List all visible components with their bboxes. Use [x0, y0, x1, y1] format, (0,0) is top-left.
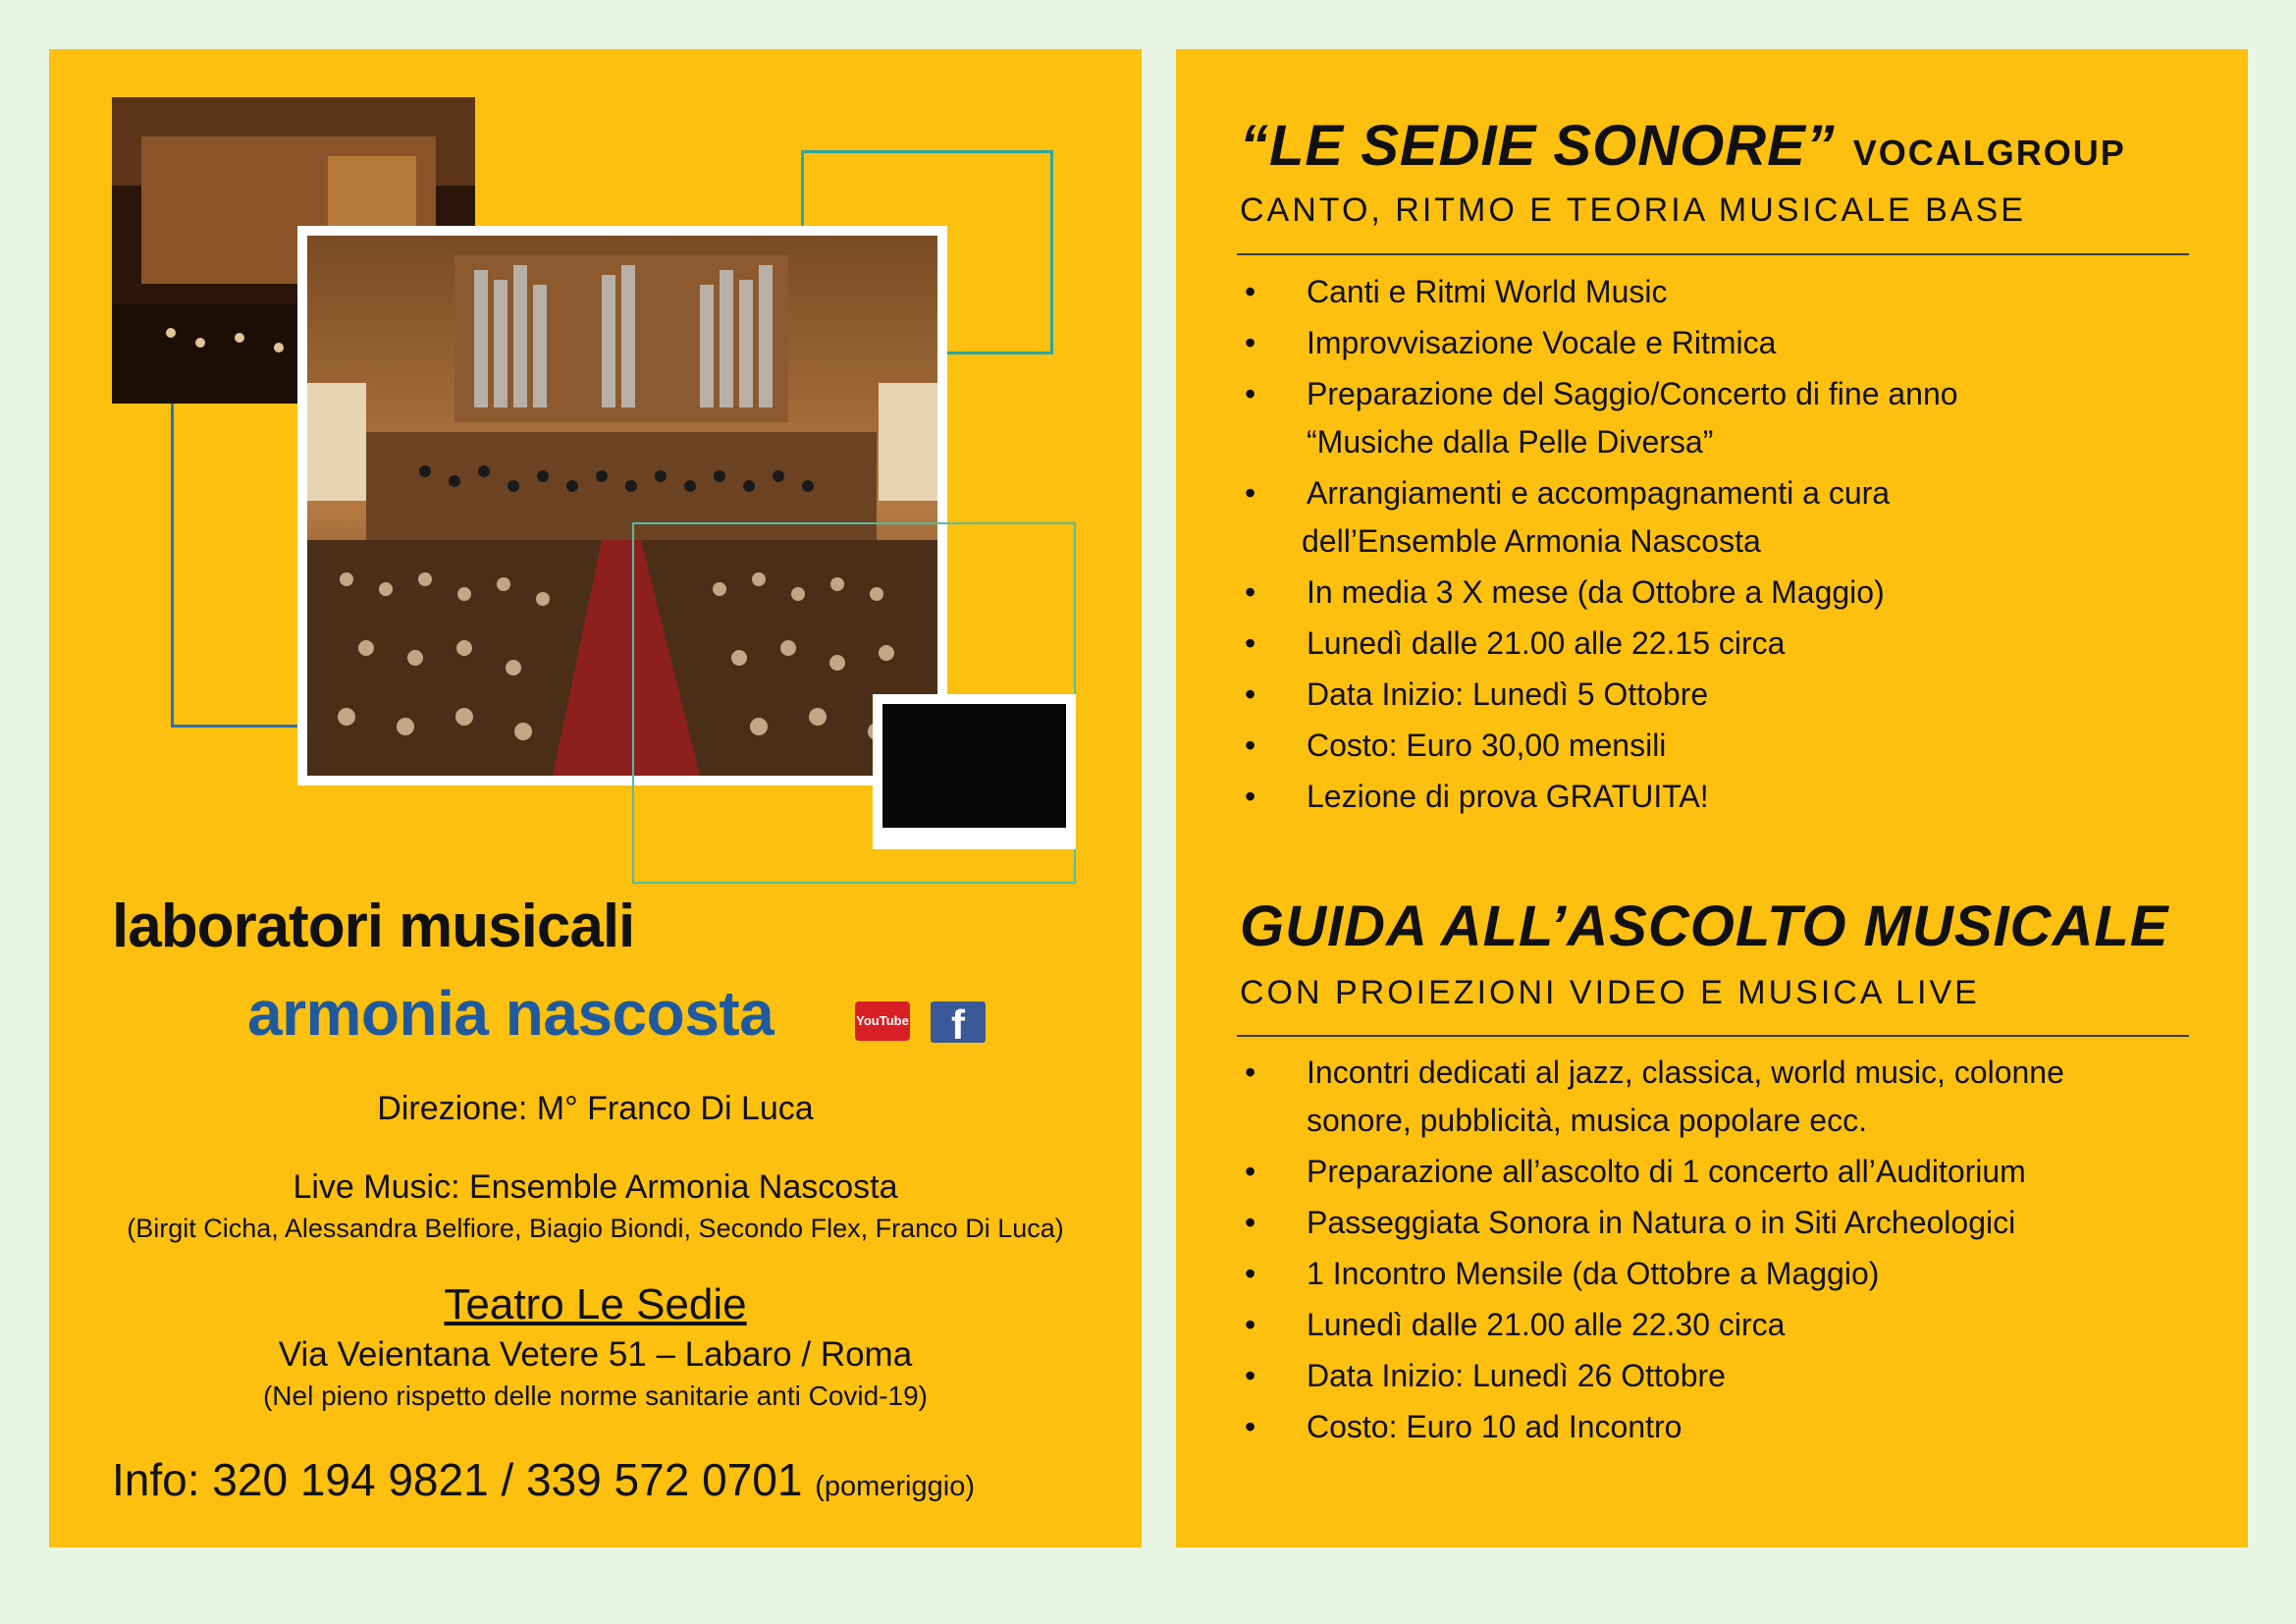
list-item: • Preparazione all’ascolto di 1 concerto all’Auditorium [1245, 1148, 2064, 1196]
live-music-label: Live Music: [293, 1168, 460, 1206]
section-title-guida-ascolto: GUIDA ALL’ASCOLTO MUSICALE [1240, 894, 2169, 958]
list-item: • Incontri dedicati al jazz, classica, world music, colonne [1245, 1049, 2064, 1097]
list-item: • Costo: Euro 10 ad Incontro [1245, 1403, 2064, 1451]
list-item: • Costo: Euro 30,00 mensili [1245, 722, 1958, 770]
list-item: • Passeggiata Sonora in Natura o in Siti Archeologici [1245, 1199, 2064, 1247]
section2-bullet-list [1245, 1049, 2064, 1454]
facebook-icon[interactable]: f [931, 1001, 986, 1043]
list-item-continuation: sonore, pubblicità, musica popolare ecc. [1307, 1103, 1867, 1138]
section-title-tag: VOCALGROUP [1852, 133, 2126, 173]
list-item: • Preparazione del Saggio/Concerto di fine anno [1245, 370, 1958, 418]
list-item: • Lunedì dalle 21.00 alle 22.15 circa [1245, 620, 1958, 668]
section-subtitle: CANTO, RITMO E TEORIA MUSICALE BASE [1240, 191, 2026, 229]
section-divider [1237, 253, 2189, 255]
direction-label: Direzione: [377, 1090, 528, 1127]
list-item: • Arrangiamenti e accompagnamenti a cura [1245, 469, 1958, 517]
page-title: laboratori musicali [112, 893, 635, 960]
list-item: • In media 3 X mese (da Ottobre a Maggio) [1245, 568, 1958, 617]
right-panel [1176, 49, 2248, 1547]
list-item: • 1 Incontro Mensile (da Ottobre a Maggio) [1245, 1250, 2064, 1298]
decorative-frame-blue [171, 404, 300, 728]
list-item: • Lezione di prova GRATUITA! [1245, 773, 1958, 821]
list-item: • Lunedì dalle 21.00 alle 22.30 circa [1245, 1301, 2064, 1349]
section-title-text: “LE SEDIE SONORE” [1240, 114, 1836, 178]
info-phones: Info: 320 194 9821 / 339 572 0701 [112, 1454, 803, 1505]
left-panel [49, 49, 1142, 1547]
section-title-sedie-sonore [1240, 113, 2126, 179]
dark-photo-small [873, 694, 1076, 849]
list-item-continuation: dell’Ensemble Armonia Nascosta [1302, 523, 1761, 559]
youtube-icon[interactable]: YouTube [855, 1001, 910, 1041]
brand-name: armonia nascosta [247, 978, 774, 1049]
venue-name: Teatro Le Sedie [444, 1280, 747, 1328]
venue-address: Via Veientana Vetere 51 – Labaro / Roma [278, 1335, 913, 1374]
ensemble-members: (Birgit Cicha, Alessandra Belfiore, Biagio Biondi, Secondo Flex, Franco Di Luca) [127, 1214, 1064, 1243]
list-item: • Data Inizio: Lunedì 5 Ottobre [1245, 671, 1958, 719]
section-subtitle: CON PROIEZIONI VIDEO E MUSICA LIVE [1240, 974, 1980, 1011]
section1-bullet-list [1245, 268, 1958, 824]
direction-value: M° Franco Di Luca [536, 1090, 814, 1127]
venue-note: (Nel pieno rispetto delle norme sanitarie anti Covid-19) [262, 1380, 928, 1411]
direction-line [49, 1090, 1142, 1128]
section-divider [1237, 1035, 2189, 1037]
dark-image [882, 704, 1066, 828]
list-item: • Data Inizio: Lunedì 26 Ottobre [1245, 1352, 2064, 1400]
list-item-continuation: “Musiche dalla Pelle Diversa” [1307, 424, 1714, 460]
live-music-value: Ensemble Armonia Nascosta [468, 1168, 898, 1206]
info-note: (pomeriggio) [815, 1471, 975, 1502]
list-item: • Improvvisazione Vocale e Ritmica [1245, 319, 1958, 367]
list-item: • Canti e Ritmi World Music [1245, 268, 1958, 316]
live-music-line [49, 1168, 1142, 1207]
info-contact [112, 1453, 975, 1506]
